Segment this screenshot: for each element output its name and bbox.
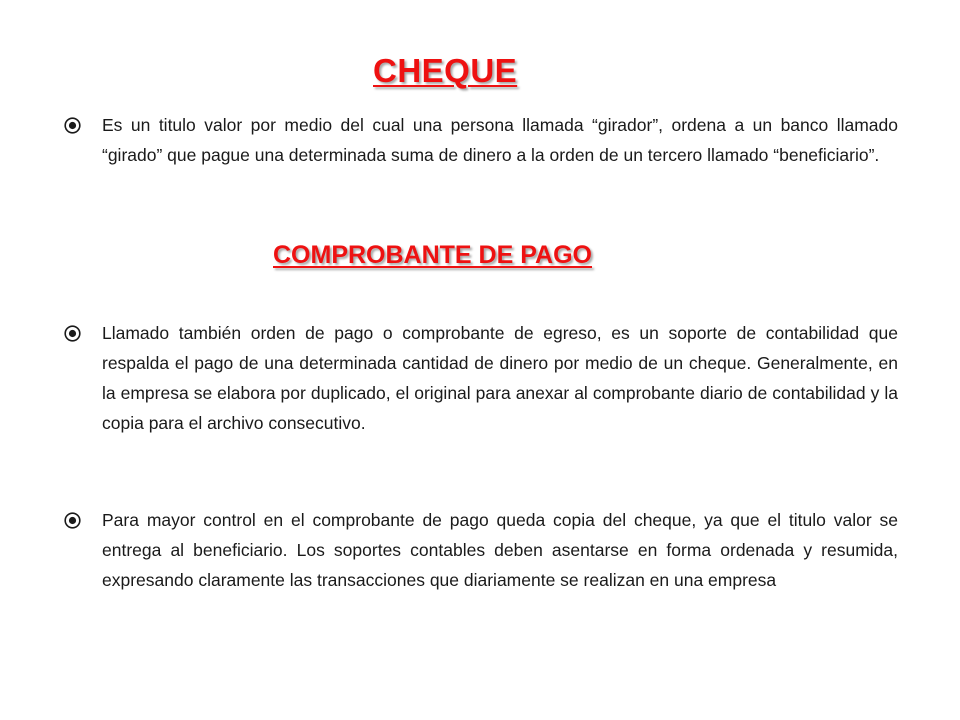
radio-bullet-icon	[64, 505, 102, 535]
radio-bullet-icon	[64, 110, 102, 140]
bullet-text: Para mayor control en el comprobante de pago queda copia del cheque, ya que el titulo valor se entrega al beneficiario. Los soportes contables deben asentarse en forma ordenada y resumida, expresando claramente las transacciones que diariamente se realizan en una empresa	[102, 510, 898, 590]
radio-bullet-icon	[64, 318, 102, 348]
bullet-item-2	[64, 318, 898, 438]
bullet-item-1	[64, 110, 898, 170]
heading-cheque: CHEQUE	[373, 52, 518, 89]
bullet-text: Llamado también orden de pago o comprobante de egreso, es un soporte de contabilidad que respalda el pago de una determinada cantidad de dinero por medio de un cheque. Generalmente, en la empresa se elabora por duplicado, el original para anexar al comprobante diario de contabilidad y la copia para el archivo consecutivo.	[102, 323, 898, 433]
heading-comprobante-de-pago: COMPROBANTE DE PAGO	[273, 241, 592, 269]
bullet-text: Es un titulo valor por medio del cual una persona llamada “girador”, ordena a un banco llamado “girado” que pague una determinada suma de dinero a la orden de un tercero llamado “beneficiario”.	[102, 115, 898, 165]
bullet-item-3	[64, 505, 898, 595]
